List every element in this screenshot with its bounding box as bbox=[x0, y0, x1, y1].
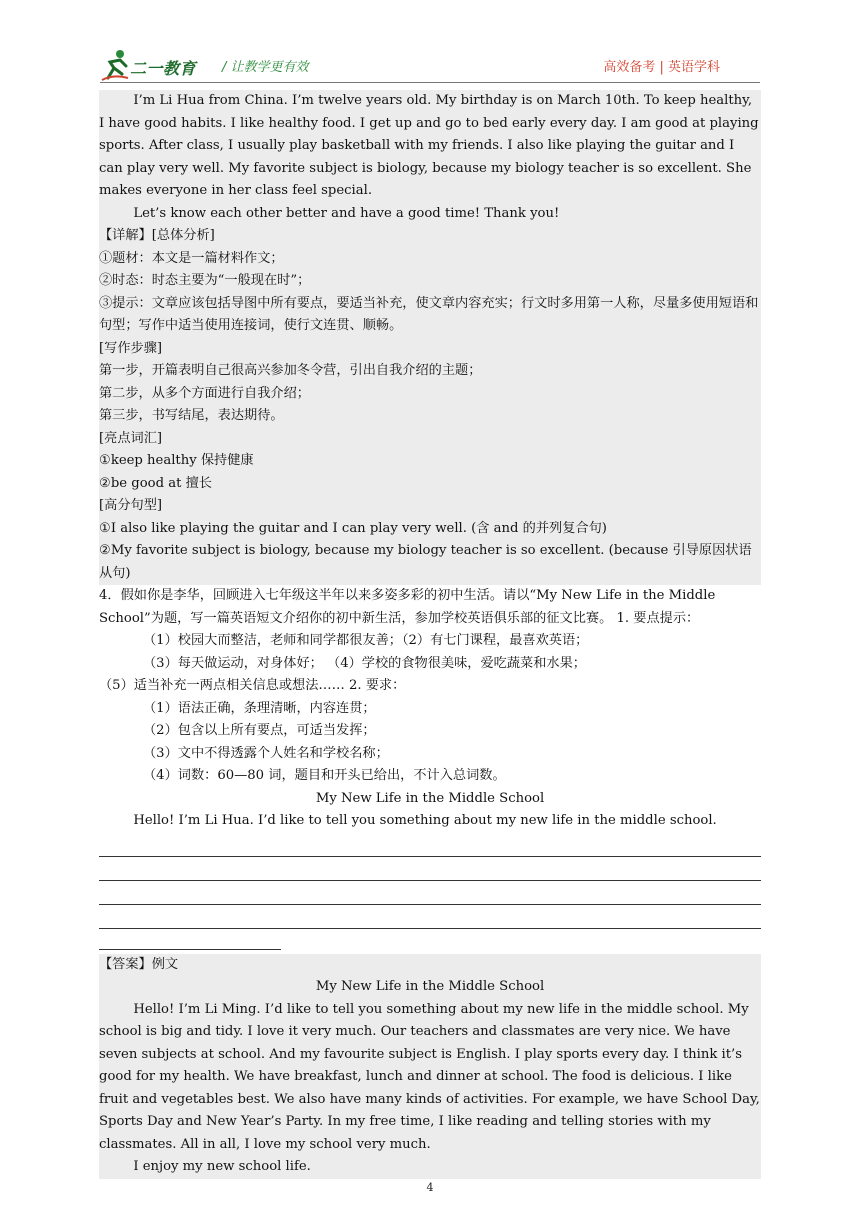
vocab-item: ①keep healthy 保持健康 bbox=[99, 453, 254, 468]
writing-lines[interactable] bbox=[99, 833, 761, 950]
writing-line-short[interactable] bbox=[99, 929, 281, 950]
writing-line[interactable] bbox=[99, 905, 761, 929]
step-item: 第一步，开篇表明自己很高兴参加冬令营，引出自我介绍的主题； bbox=[99, 363, 482, 378]
sentence-title: [高分句型] bbox=[99, 498, 163, 513]
essay-title: My New Life in the Middle School bbox=[315, 790, 545, 806]
requirement-item: （1）语法正确，条理清晰，内容连贯； bbox=[143, 700, 376, 716]
page-header bbox=[100, 48, 760, 82]
sample-essay-block bbox=[99, 90, 761, 585]
header-divider bbox=[100, 82, 760, 83]
answer-block bbox=[99, 954, 761, 1179]
runner-logo-icon bbox=[100, 48, 130, 82]
analysis-item: ①题材：本文是一篇材料作文； bbox=[99, 250, 284, 266]
subject-tag: 高效备考 | 英语学科 bbox=[603, 60, 720, 75]
answer-label: 【答案】例文 bbox=[99, 956, 179, 972]
requirement-item: （4）词数：60—80 词，题目和开头已给出，不计入总词数。 bbox=[143, 768, 506, 783]
step-item: 第三步，书写结尾，表达期待。 bbox=[99, 408, 284, 423]
sentence-item: ②My favorite subject is biology, because my biology teacher is so excellent. (because 引导原因状语从句) bbox=[99, 543, 752, 581]
page-number: 4 bbox=[426, 1181, 434, 1194]
requirement-item: （3）文中不得透露个人姓名和学校名称； bbox=[143, 745, 389, 761]
sample-paragraph-1: I’m Li Hua from China. I’m twelve years old. My birthday is on March 10th. To keep healthy, I have good habits. I like healthy food. I get up and go to bed early every day. I am good at playing sports. After class, I usually play basketball with my friends. I also like playing the guitar and I can play very well. My favorite subject is biology, because my biology teacher is so excellent. She makes everyone in her class feel special. bbox=[99, 93, 759, 198]
vocab-title: [亮点词汇] bbox=[99, 430, 163, 446]
essay-opening: Hello! I’m Li Hua. I’d like to tell you something about my new life in the middle school. bbox=[133, 813, 717, 828]
question-point-5: （5）适当补充一两点相关信息或想法…… 2. 要求： bbox=[99, 678, 406, 693]
sentence-item: ①I also like playing the guitar and I can play very well. (含 and 的并列复合句) bbox=[99, 520, 607, 536]
writing-line[interactable] bbox=[99, 833, 761, 857]
sample-paragraph-2: Let’s know each other better and have a good time! Thank you! bbox=[133, 205, 560, 221]
vocab-item: ②be good at 擅长 bbox=[99, 475, 212, 491]
answer-body: Hello! I’m Li Ming. I’d like to tell you something about my new life in the middle school. My school is big and tidy. I love it very much. Our teachers and classmates are very nice. We have seven subjects at school. And my favourite subject is English. I play sports every day. I think it’s good for my health. We have breakfast, lunch and dinner at school. The food is delicious. I like fruit and vegetables best. We also have many kinds of activities. For example, we have School Day, Sports Day and New Year’s Party. In my free time, I like reading and telling stories with my classmates. All in all, I love my school very much. bbox=[99, 1001, 760, 1152]
logo bbox=[100, 48, 212, 82]
slogan: / 让教学更有效 bbox=[222, 60, 309, 75]
writing-line[interactable] bbox=[99, 857, 761, 881]
question-point: （3）每天做运动，对身体好； （4）学校的食物很美味，爱吃蔬菜和水果； bbox=[143, 655, 586, 671]
question-4-intro: 4．假如你是李华，回顾进入七年级这半年以来多姿多彩的初中生活。请以“My New Life in the Middle School”为题，写一篇英语短文介绍你的初中新生活，参加学校英语俱乐部的征文比赛。 1. 要点提示： bbox=[99, 588, 716, 626]
answer-closing: I enjoy my new school life. bbox=[133, 1159, 311, 1174]
step-item: 第二步，从多个方面进行自我介绍； bbox=[99, 385, 310, 401]
brand-name: 二一教育 bbox=[130, 59, 197, 78]
document-body bbox=[99, 90, 761, 1179]
analysis-title: 【详解】[总体分析] bbox=[99, 228, 215, 243]
answer-title: My New Life in the Middle School bbox=[315, 979, 545, 994]
steps-title: [写作步骤] bbox=[99, 340, 163, 356]
analysis-item: ②时态：时态主要为“一般现在时”； bbox=[99, 273, 311, 288]
writing-line[interactable] bbox=[99, 881, 761, 905]
requirement-item: （2）包含以上所有要点，可适当发挥； bbox=[143, 723, 376, 738]
analysis-item: ③提示：文章应该包括导图中所有要点，要适当补充，使文章内容充实；行文时多用第一人称，尽量多使用短语和句型；写作中适当使用连接词，使行文连贯、顺畅。 bbox=[99, 295, 759, 333]
question-point: （1）校园大而整洁，老师和同学都很友善；（2）有七门课程，最喜欢英语； bbox=[143, 633, 589, 648]
